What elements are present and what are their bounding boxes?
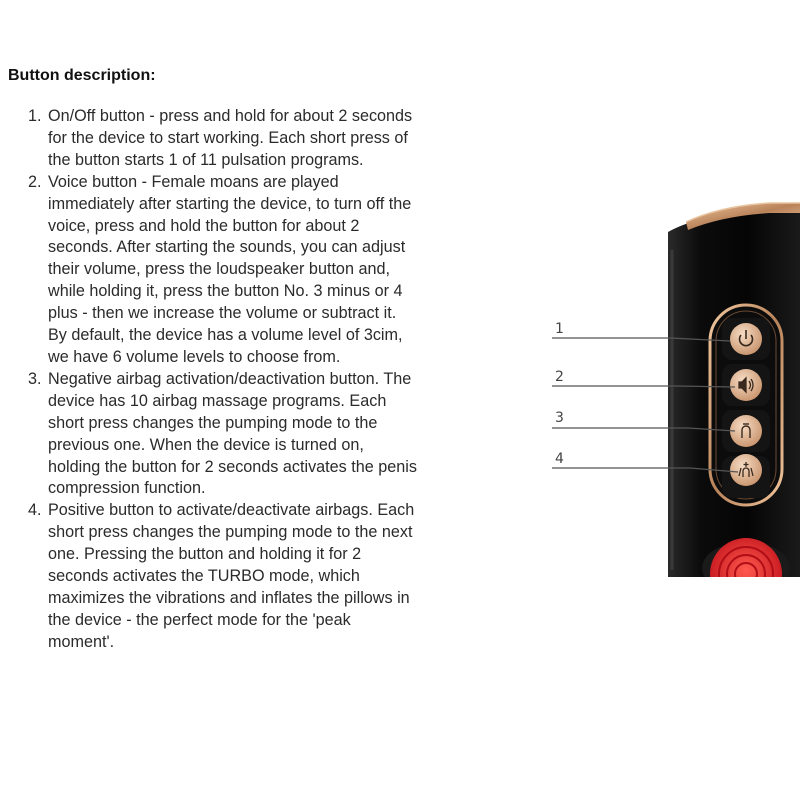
item-number: 3.: [28, 369, 42, 388]
callout-number: 3: [555, 410, 564, 426]
airbag-plus-button[interactable]: [722, 454, 770, 498]
power-button[interactable]: [722, 318, 770, 360]
item-text: Positive button to activate/deactivate airbags. Each short press changes the pumping mode to the next one. Pressing the button and holding it for 2 seconds activates the TURBO mode, which maximizes the vibrations and inflates the pillows in the device - the perfect mode for the 'peak moment'.: [48, 501, 415, 651]
voice-button[interactable]: [722, 364, 770, 406]
item-number: 1.: [28, 107, 42, 125]
item-number: 2.: [28, 172, 42, 191]
item-text: On/Off button - press and hold for about 2 seconds for the device to start working. Each short press of the button starts 1 of 11 pulsation programs.: [48, 107, 413, 169]
callout-number: 2: [555, 369, 564, 385]
item-number: 4.: [28, 501, 42, 520]
callout-number: 4: [555, 451, 564, 467]
callout-number: 1: [555, 321, 564, 337]
item-text: Negative airbag activation/deactivation button. The device has 10 airbag massage programs. Each short press changes the pumping mode to the previous one. When the device is turned on, holding the button for 2 seconds activates the penis compression function.: [48, 369, 417, 498]
item-text: Voice button - Female moans are played immediately after starting the device, to turn off the voice, press and hold the button for about 2 seconds. After starting the sounds, you can adjust their volume, press the loudspeaker button and, while holding it, press the button No. 3 minus or 4 plus - then we increase the volume or subtract it. By default, the device has a volume level of 3cim, we have 6 volume levels to choose from.: [48, 172, 412, 366]
section-heading: Button description:: [8, 67, 156, 84]
